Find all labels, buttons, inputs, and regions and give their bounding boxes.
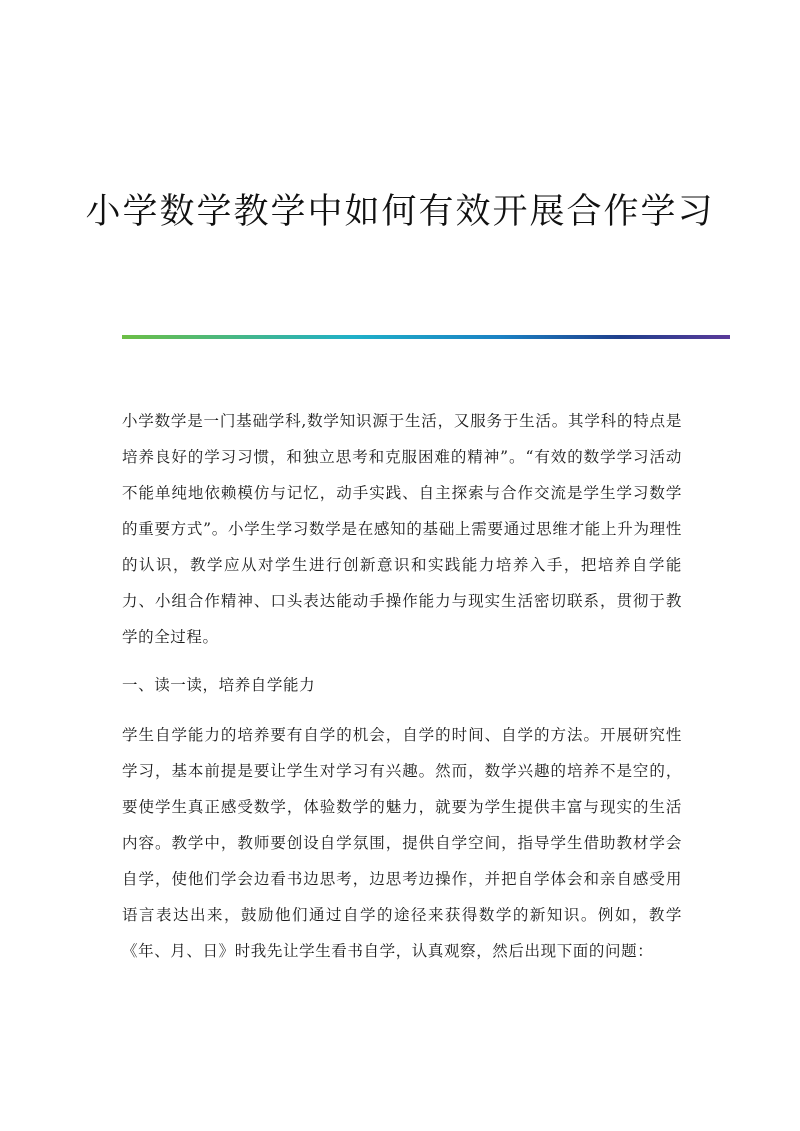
document-title: 小学数学教学中如何有效开展合作学习	[85, 192, 715, 232]
intro-paragraph: 小学数学是一门基础学科,数学知识源于生活，又服务于生活。其学科的特点是培养良好的学习习惯，和独立思考和克服困难的精神”。“有效的数学学习活动不能单纯地依赖模仿与记忆，动手实践、自主探索与合作交流是学生学习数学的重要方式”。小学生学习数学是在感知的基础上需要通过思维才能上升为理性的认识，教学应从对学生进行创新意识和实践能力培养入手，把培养自学能力、小组合作精神、口头表达能动手操作能力与现实生活密切联系，贯彻于教学的全过程。	[122, 412, 682, 646]
document-body	[122, 403, 682, 969]
section-paragraph: 学生自学能力的培养要有自学的机会，自学的时间、自学的方法。开展研究性学习，基本前提是要让学生对学习有兴趣。然而，数学兴趣的培养不是空的，要使学生真正感受数学，体验数学的魅力，就要为学生提供丰富与现实的生活内容。教学中，教师要创设自学氛围，提供自学空间，指导学生借助教材学会自学，使他们学会边看书边思考，边思考边操作，并把自学体会和亲自感受用语言表达出来，鼓励他们通过自学的途径来获得数学的新知识。例如，教学《年、月、日》时我先让学生看书自学，认真观察，然后出现下面的问题：	[122, 726, 682, 960]
section-heading: 一、读一读，培养自学能力	[122, 676, 316, 694]
title-divider-rule	[122, 335, 730, 339]
